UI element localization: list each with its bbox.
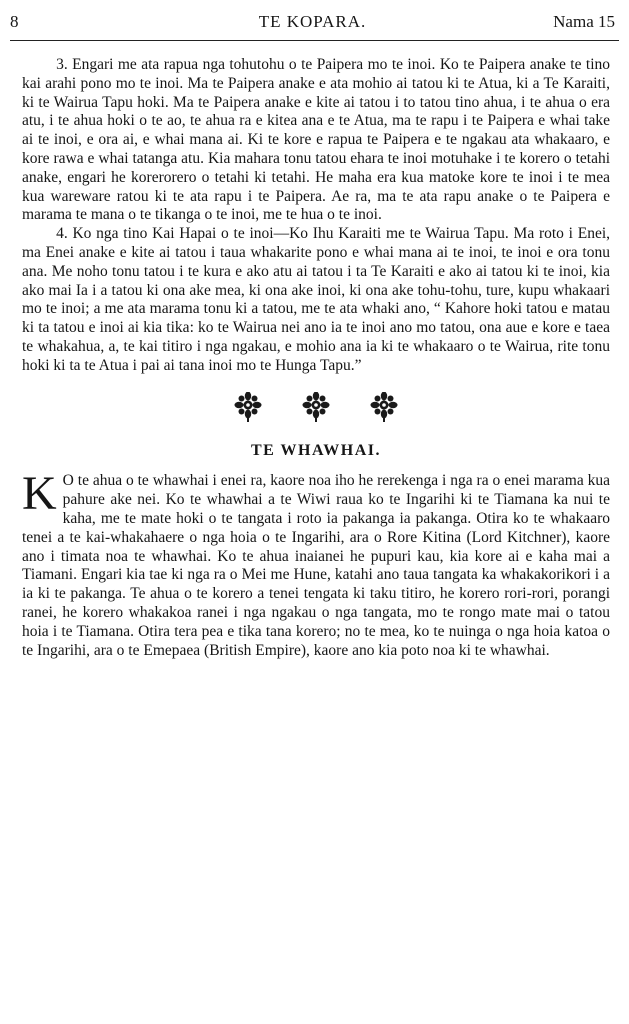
page-number: 8 [10,12,19,31]
paragraph-4: 4. Ko nga tino Kai Hapai o te inoi—Ko Ihu Karaiti me te Wairua Tapu. Ma roto i Enei, ma Enei anake e kite ai tatou i taua whakarite pono e whai mana ai te inoi, te inoi e ora tonu ana. Me noho tonu tatou i te kura e ako atu ai tatou i ta Te Karaiti e ako ai tatou ki te inoi, kia ako mai Ia i a tatou ki ona ake mea, ki ona ake inoi, ki ona ake tohu-tohu, ture, kupu whakaari mo te inoi; a me ata marama tonu ki a tatou, me te ata whaki ano, “ Kahore hoki tatou e matau ki ta tatou e inoi ai kia tika: ko te Wairua nei ano ia te inoi ano mo tatou, ona aue e kore e taea te whakahua, a, te kai titiro i nga ngakau, e mohio ana ia ki te whakaaro o te Wairua, rite tonu hoki ki ta te Atua i pai ai tana inoi mo te Hunga Tapu.” [22,225,610,374]
article-body [22,56,610,660]
ornament-divider [22,392,610,422]
section-paragraph [22,467,610,660]
header-rule [10,40,619,41]
flower-ornament-icon [299,392,333,422]
section-text: O te ahua o te whawhai i enei ra, kaore noa iho he rerekenga i nga ra o enei marama kua pahure ake nei. Ko te whawhai a te Wiwi raua ko te Ingarihi ki te Tiamana ka nui te kaha, me te mate hoki o te tangata i roto ia pakanga ia pakanga. Otira ko te whakaaro tenei a te kai-whakahaere o nga hoia o te Ingarihi, ara o Rore Kitina (Lord Kitchner), kaore ano i timata noa te whawhai. Ko te ahua inaianei he pupuri kau, kia kore ai e kaha mai a Tiamani. Engari kia tae ki nga ra o Mei me Hune, katahi ano taua tangata ka whakakorikori i a ia ki te pakanga. Te ahua o te korero a tenei tengata ki taku titiro, he korero rori-rori, porangi ranei, he korero whakakoa ranei i nga ngakau o nga tangata, mo te rongo mate mai o tatou hoia i te Tiamana. Otira tera pea e tika tana korero; no te mea, ko te nuinga o nga hoia katoa o te Ingarihi, ara o te Emepaea (British Empire), kaore ano kia poto noa ki te whawhai. [22,472,610,659]
publication-title: TE KOPARA. [258,12,367,31]
flower-ornament-icon [367,392,401,422]
section-title: TE WHAWHAI. [250,441,381,459]
page-header [10,8,615,38]
paragraph-3: 3. Engari me ata rapua nga tohutohu o te Paipera mo te inoi. Ko te Paipera anake te tino kai arahi pono mo te inoi. Ma te Paipera anake e ata mohio ai tatou ki te Atua, ki a Te Karaiti, ki te Wairua Tapu hoki. Ma te Paipera anake e kite ai tatou i to tatou tino ahua, i te ahua o era atu, i te ahua hoki o te ao, te ahua ra e kitea ana e te Atua, ma te rapu i te Paipera e whai take ai te inoi, e ora ai, e whai mana ai. Ki te kore e rapua te Paipera e te ngakau ata whakaaro, e kore rawa e whai tatanga atu. Kia mahara tonu tatou ehara te inoi motuhake i te korero o tetahi anake, engari he korerorero o tetahi ki tetahi. He maha era kua matoke kore te inoi i te mea kua wareware ratou ki te ata rapu i te Paipera. Ae ra, ma te ata rapu anake o te Paipera e marama te mana o te tikanga o te inoi, me te hua o te inoi. [22,56,610,224]
drop-cap: K [22,467,57,521]
flower-ornament-icon [231,392,265,422]
issue-number: Nama 15 [553,12,615,31]
